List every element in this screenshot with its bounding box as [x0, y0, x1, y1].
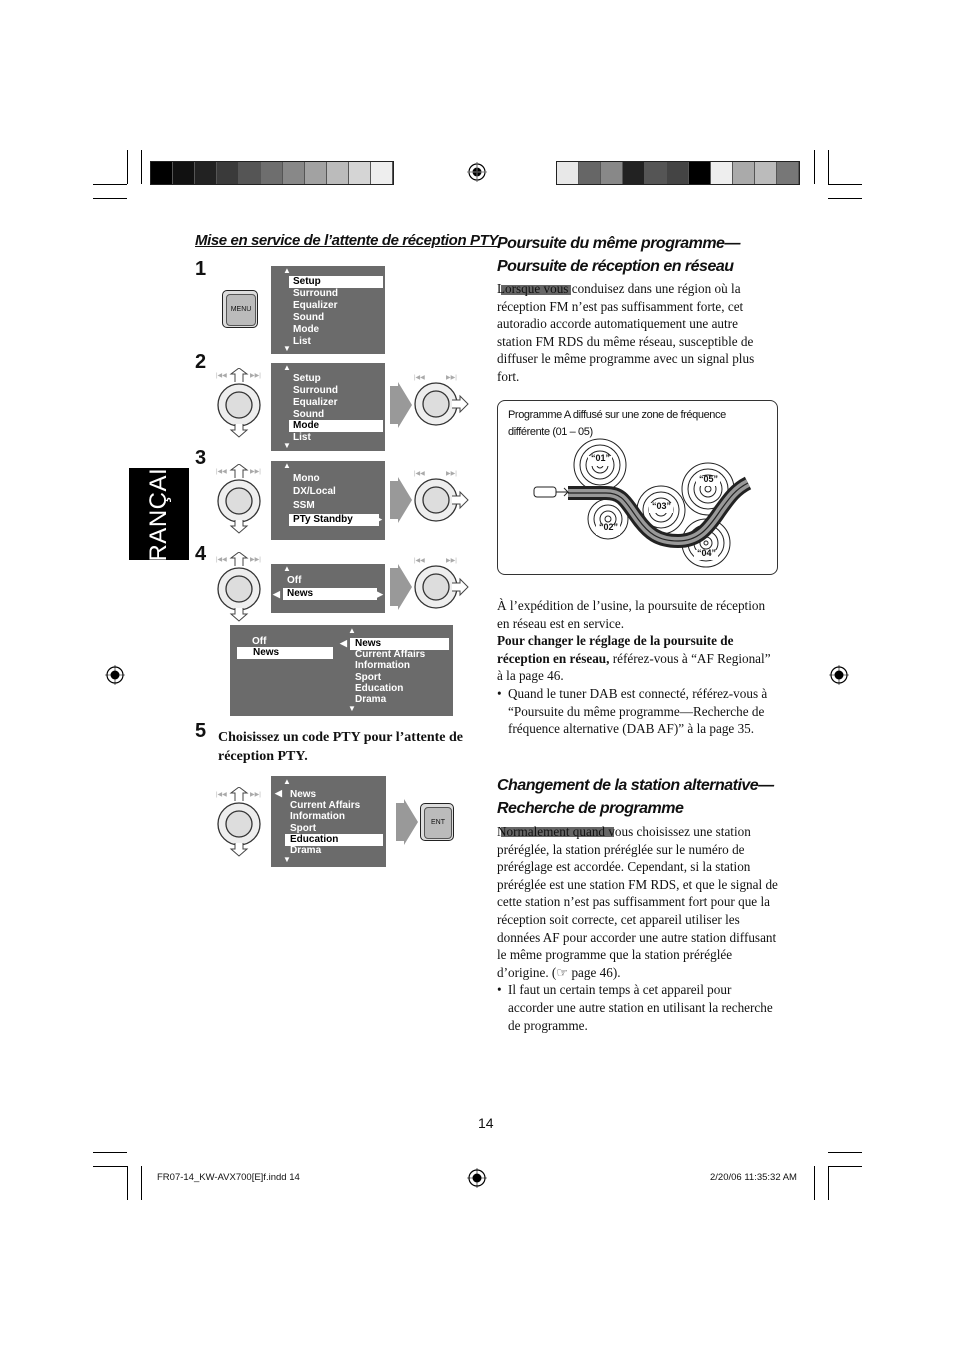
control-dial-up-down-icon[interactable]: [214, 368, 264, 438]
zone-label: “03”: [652, 501, 672, 511]
language-tab-label: FRANÇAIS: [145, 451, 172, 577]
lcd-display-3: [271, 461, 385, 540]
left-arrow-icon: ◀: [275, 788, 282, 798]
step-arrow-icon: [396, 799, 418, 845]
page-number: 14: [478, 1115, 494, 1131]
program-search-bullet: • Il faut un certain temps à cet appareil pour accorder une autre station en utilisant la recherche de programme.: [497, 981, 779, 1034]
zone-label: “04”: [697, 548, 717, 558]
lcd-display-1: [271, 266, 385, 354]
network-tracking-figure: [497, 400, 778, 575]
change-setting-bold: Pour changer le réglage de la poursuite de réception en réseau,: [497, 633, 734, 666]
step-number-5: 5: [195, 720, 207, 742]
lcd-display-6: [271, 776, 386, 867]
down-arrow-icon: ▼: [283, 441, 291, 450]
menu-button-label: MENU: [226, 294, 256, 326]
section1-details: [497, 597, 772, 738]
svg-text:|◀◀: |◀◀: [216, 469, 227, 475]
section2-title-line2: Recherche de programme: [497, 800, 684, 817]
step-arrow-icon: [390, 382, 412, 428]
svg-text:▶▶|: ▶▶|: [446, 471, 457, 477]
section2-body: [497, 823, 779, 1034]
lcd-item: Mode: [293, 324, 320, 335]
lcd-item: PTy Standby: [289, 514, 379, 526]
svg-text:▶▶|: ▶▶|: [250, 792, 261, 798]
lcd-item: News: [237, 647, 333, 659]
lcd-item: Sport: [355, 672, 382, 683]
up-arrow-icon: ▲: [283, 363, 291, 372]
lcd-item: Current Affairs: [290, 800, 361, 811]
control-dial-up-down-icon[interactable]: [214, 787, 264, 857]
lcd-item: Mono: [293, 473, 320, 484]
right-arrow-icon: ▶: [375, 514, 382, 524]
lcd-item: Education: [285, 834, 383, 846]
lcd-display-2: [271, 363, 385, 451]
left-arrow-icon: ◀: [340, 638, 347, 648]
menu-button[interactable]: [222, 290, 258, 328]
lcd-item: Sound: [293, 312, 325, 323]
lcd-item: List: [293, 336, 311, 347]
lcd-item: News: [290, 789, 317, 800]
left-heading: Mise en service de l’attente de réception PTY: [195, 232, 498, 249]
section1-title-line2: Poursuite de réception en réseau: [497, 258, 734, 275]
step-arrow-icon: [390, 564, 412, 610]
registration-mark-icon: [105, 665, 125, 685]
right-arrow-icon: ▶: [376, 589, 383, 599]
color-bar-left: [150, 161, 394, 185]
svg-text:|◀◀: |◀◀: [216, 792, 227, 798]
section1-body: Lorsque vous conduisez dans une région où la réception FM n’est pas suffisamment forte, cet autoradio accorde automatiquement une autre station FM RDS du même réseau, susceptible de diffuser le même programme avec un signal plus fort.: [497, 281, 755, 384]
svg-text:▶▶|: ▶▶|: [446, 558, 457, 564]
lcd-item: Information: [355, 660, 410, 671]
control-dial-up-down-icon[interactable]: [214, 464, 264, 534]
step-number-2: 2: [195, 351, 207, 373]
lcd-item: Off: [287, 575, 302, 586]
control-dial-push-right-icon[interactable]: [412, 553, 472, 613]
zone-label: “05”: [699, 474, 719, 484]
step-number-3: 3: [195, 447, 207, 469]
up-arrow-icon: ▲: [283, 461, 291, 470]
down-arrow-icon: ▼: [283, 344, 291, 353]
footer-file-info: FR07-14_KW-AVX700[E]f.indd 14: [157, 1172, 300, 1183]
lcd-item: Drama: [355, 694, 387, 705]
ent-button[interactable]: [420, 803, 454, 841]
lcd-item: Current Affairs: [355, 649, 426, 660]
lcd-item: Mode: [289, 420, 383, 432]
svg-text:|◀◀: |◀◀: [414, 375, 425, 381]
section2-paragraph: Normalement quand vous choisissez une station préréglée, la station préréglée sur le numéro de préréglage est accordée. Cependant, si la station préréglée est une station FM RDS, et que le signal de cette station n’est pas suffisamment fort pour que la réception soit correcte, cet appareil utiliser les données AF pour accorder une autre station diffusant le même programme que la station préréglée d’origine. (☞ page 46).: [497, 824, 778, 980]
zone-label: “01”: [591, 453, 611, 463]
dab-bullet: • Quand le tuner DAB est connecté, référez-vous à “Poursuite du même programme—Recherche de fréquence alternative (DAB AF)” à la page 35.: [497, 685, 772, 738]
control-dial-push-right-icon[interactable]: [412, 370, 472, 430]
lcd-item: Sport: [290, 823, 317, 834]
registration-mark-icon: [467, 1168, 487, 1188]
up-arrow-icon: ▲: [348, 626, 356, 635]
lcd-item: Setup: [289, 276, 383, 288]
change-setting-rest: référez-vous à “AF Regional” à la page 46.: [497, 650, 771, 684]
up-arrow-icon: ▲: [283, 564, 291, 573]
footer-timestamp: 2/20/06 11:35:32 AM: [710, 1172, 797, 1183]
registration-mark-icon: [467, 162, 487, 182]
lcd-display-5: [230, 625, 453, 716]
lcd-display-4: [271, 564, 385, 613]
svg-text:|◀◀: |◀◀: [216, 557, 227, 563]
lcd-item: Off: [252, 636, 267, 647]
coverage-zones-diagram: [498, 401, 777, 574]
lcd-item: Setup: [293, 373, 321, 384]
language-tab: [129, 451, 189, 577]
section1-title-line1: Poursuite du même programme—: [497, 235, 740, 252]
step-number-4: 4: [195, 543, 207, 565]
lcd-item: Education: [355, 683, 404, 694]
svg-text:▶▶|: ▶▶|: [446, 375, 457, 381]
lcd-item: Surround: [293, 385, 338, 396]
step-number-1: 1: [195, 258, 207, 280]
step5-instruction: Choisissez un code PTY pour l’attente de réception PTY.: [218, 730, 463, 764]
right-arrow-icon: ▶: [375, 420, 382, 430]
lcd-item: Sound: [293, 409, 325, 420]
section2-title-line1: Changement de la station alternative—: [497, 777, 774, 794]
zone-label: “02”: [599, 522, 619, 532]
left-arrow-icon: ◀: [273, 589, 280, 599]
lcd-item: List: [293, 432, 311, 443]
svg-text:▶▶|: ▶▶|: [250, 557, 261, 563]
svg-text:▶▶|: ▶▶|: [250, 373, 261, 379]
svg-text:|◀◀: |◀◀: [414, 471, 425, 477]
lcd-item: Information: [290, 811, 345, 822]
figure-caption: Programme A diffusé sur une zone de fréquence différente (01 – 05): [508, 409, 726, 438]
right-arrow-icon: ▶: [375, 276, 382, 286]
control-dial-up-down-icon[interactable]: [214, 552, 264, 622]
lcd-item: SSM: [293, 500, 315, 511]
svg-text:|◀◀: |◀◀: [414, 558, 425, 564]
lcd-item: News: [283, 588, 377, 600]
control-dial-push-right-icon[interactable]: [412, 466, 472, 526]
lcd-item: News: [350, 638, 449, 650]
ent-button-label: ENT: [424, 807, 452, 839]
lcd-item: Surround: [293, 288, 338, 299]
step-arrow-icon: [390, 477, 412, 523]
lcd-item: Equalizer: [293, 300, 338, 311]
up-arrow-icon: ▲: [283, 777, 291, 786]
lcd-item: Drama: [290, 845, 322, 856]
registration-mark-icon: [829, 665, 849, 685]
svg-text:▶▶|: ▶▶|: [250, 469, 261, 475]
color-bar-right: [556, 161, 800, 185]
down-arrow-icon: ▼: [283, 855, 291, 864]
lcd-item: Equalizer: [293, 397, 338, 408]
up-arrow-icon: ▲: [283, 266, 291, 275]
factory-default-text: À l’expédition de l’usine, la poursuite de réception en réseau est en service.: [497, 598, 766, 631]
lcd-item: DX/Local: [293, 486, 336, 497]
down-arrow-icon: ▼: [348, 704, 356, 713]
svg-text:|◀◀: |◀◀: [216, 373, 227, 379]
change-setting-text: [497, 632, 772, 685]
